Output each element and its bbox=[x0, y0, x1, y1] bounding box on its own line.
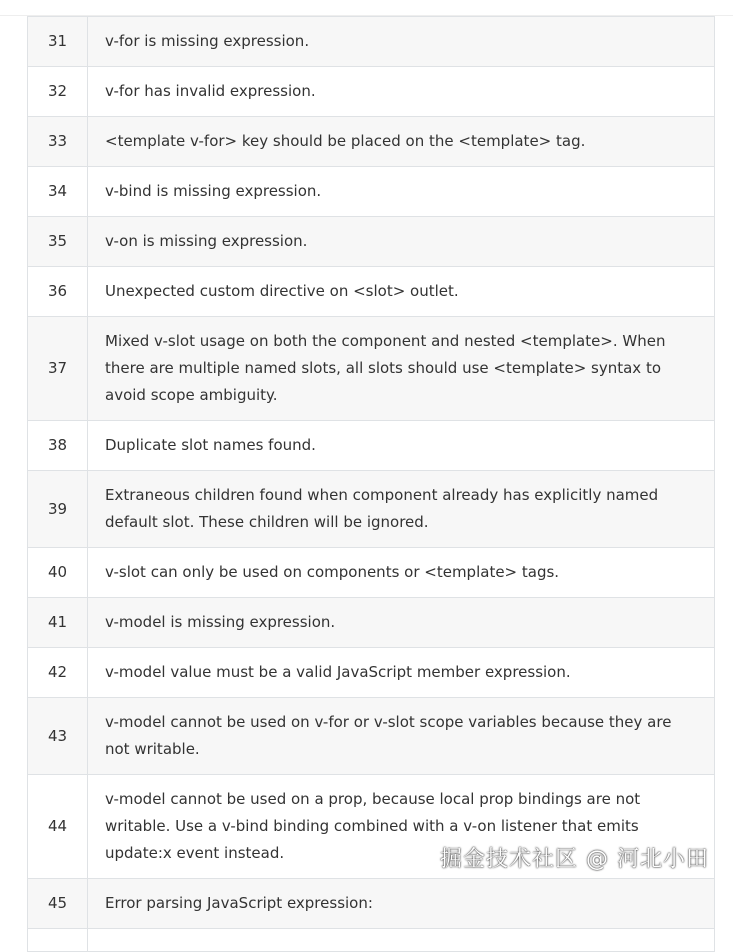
table-row bbox=[28, 167, 715, 217]
error-message-cell: v-model cannot be used on a prop, because local prop bindings are not writable. Use a v-bind binding combined with a v-on listener that emits update:x event instead. bbox=[88, 775, 715, 879]
error-message-cell: v-bind is missing expression. bbox=[88, 167, 715, 217]
table-row bbox=[28, 471, 715, 548]
error-code-cell: 35 bbox=[28, 217, 88, 267]
table-row bbox=[28, 217, 715, 267]
error-code-table-body bbox=[28, 17, 715, 952]
error-code-cell: 42 bbox=[28, 648, 88, 698]
error-code-cell: 36 bbox=[28, 267, 88, 317]
error-code-cell: 37 bbox=[28, 317, 88, 421]
table-row bbox=[28, 267, 715, 317]
error-code-cell: 39 bbox=[28, 471, 88, 548]
error-message-cell: v-model value must be a valid JavaScript member expression. bbox=[88, 648, 715, 698]
error-code-cell: 43 bbox=[28, 698, 88, 775]
error-code-cell: 38 bbox=[28, 421, 88, 471]
table-row bbox=[28, 548, 715, 598]
table-row bbox=[28, 17, 715, 67]
error-code-cell: 34 bbox=[28, 167, 88, 217]
table-row bbox=[28, 421, 715, 471]
table-row bbox=[28, 929, 715, 952]
table-row bbox=[28, 698, 715, 775]
error-message-cell: v-model cannot be used on v-for or v-slot scope variables because they are not writable. bbox=[88, 698, 715, 775]
error-message-cell: Error parsing JavaScript expression: bbox=[88, 879, 715, 929]
error-code-table bbox=[27, 16, 715, 952]
error-code-cell: 32 bbox=[28, 67, 88, 117]
table-row bbox=[28, 648, 715, 698]
table-row bbox=[28, 598, 715, 648]
error-message-cell: <template v-for> key should be placed on the <template> tag. bbox=[88, 117, 715, 167]
error-message-cell bbox=[88, 929, 715, 952]
watermark: 掘金技术社区 @ 河北小田 bbox=[440, 847, 709, 872]
table-row bbox=[28, 67, 715, 117]
error-code-cell: 40 bbox=[28, 548, 88, 598]
error-message-cell: Duplicate slot names found. bbox=[88, 421, 715, 471]
error-code-cell: 44 bbox=[28, 775, 88, 879]
error-code-cell bbox=[28, 929, 88, 952]
error-message-cell: v-model is missing expression. bbox=[88, 598, 715, 648]
table-row bbox=[28, 117, 715, 167]
error-message-cell: Unexpected custom directive on <slot> outlet. bbox=[88, 267, 715, 317]
table-row bbox=[28, 879, 715, 929]
error-message-cell: Extraneous children found when component already has explicitly named default slot. These children will be ignored. bbox=[88, 471, 715, 548]
error-code-cell: 31 bbox=[28, 17, 88, 67]
error-code-cell: 41 bbox=[28, 598, 88, 648]
error-message-cell: Mixed v-slot usage on both the component and nested <template>. When there are multiple named slots, all slots should use <template> syntax to avoid scope ambiguity. bbox=[88, 317, 715, 421]
table-row bbox=[28, 317, 715, 421]
error-message-cell: v-on is missing expression. bbox=[88, 217, 715, 267]
error-message-cell: v-for is missing expression. bbox=[88, 17, 715, 67]
error-message-cell: v-for has invalid expression. bbox=[88, 67, 715, 117]
error-code-cell: 33 bbox=[28, 117, 88, 167]
error-message-cell: v-slot can only be used on components or <template> tags. bbox=[88, 548, 715, 598]
error-code-cell: 45 bbox=[28, 879, 88, 929]
